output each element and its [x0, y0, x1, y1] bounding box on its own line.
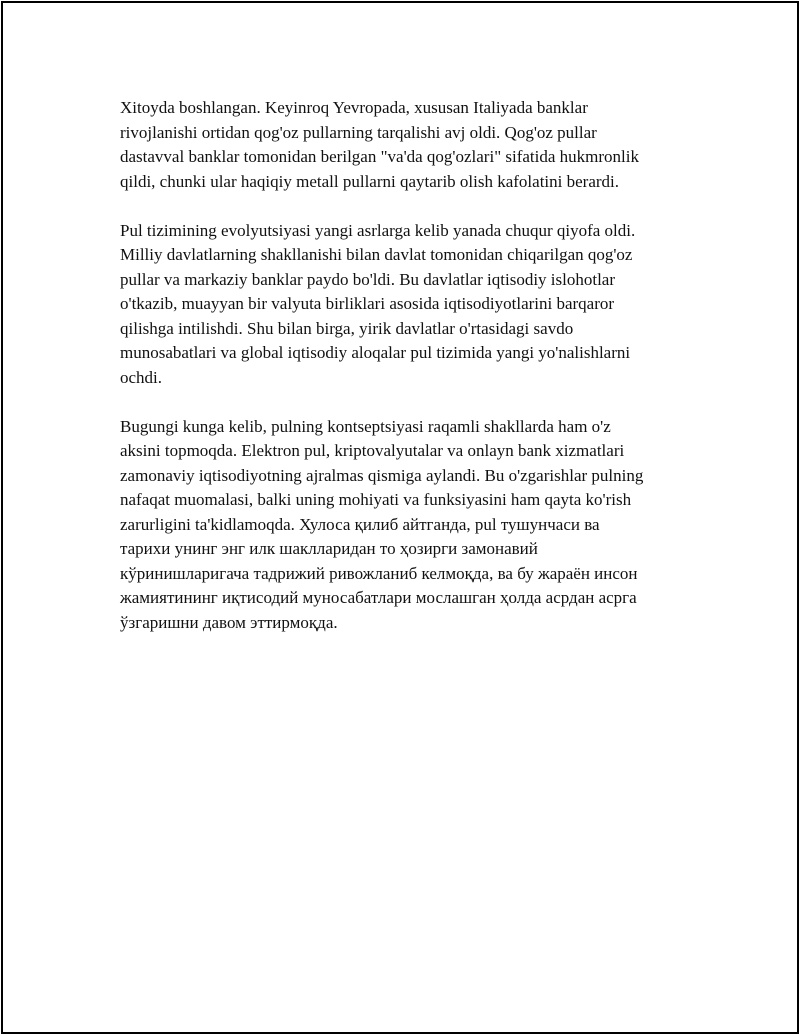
document-page	[1, 1, 799, 1034]
paragraph-2: Pul tizimining evolyutsiyasi yangi asrlarga kelib yanada chuqur qiyofa oldi. Milliy davlatlarning shakllanishi bilan davlat tomonidan chiqarilgan qog'oz pullar va markaziy banklar paydo bo'ldi. Bu davlatlar iqtisodiy islohotlar o'tkazib, muayyan bir valyuta birliklari asosida iqtisodiyotlarini barqaror qilishga intilishdi. Shu bilan birga, yirik davlatlar o'rtasidagi savdo munosabatlari va global iqtisodiy aloqalar pul tizimida yangi yo'nalishlarni ochdi.	[120, 220, 636, 387]
paragraph-3: Bugungi kunga kelib, pulning kontseptsiyasi raqamli shakllarda ham o'z aksini topmoqda. Elektron pul, kriptovalyutalar va onlayn bank xizmatlari zamonaviy iqtisodiyotning ajralmas qismiga aylandi. Bu o'zgarishlar pulning nafaqat muomalasi, balki uning mohiyati va funksiyasini ham qayta ko'rish zarurligini ta'kidlamoqda. Хулоса қилиб айтганда, pul тушунчаси ва тарихи унинг энг илк шаклларидан то ҳозирги замонавий кўринишларигача тадрижий ривожланиб келмоқда, ва бу жараён инсон жамиятининг иқтисодий муносабатлари мослашган ҳолда асрдан асрга ўзгаришни давом эттирмоқда.	[120, 416, 644, 632]
paragraph-1: Xitoyda boshlangan. Keyinroq Yevropada, xususan Italiyada banklar rivojlanishi ortidan qog'oz pullarning tarqalishi avj oldi. Qog'oz pullar dastavval banklar tomonidan berilgan "va'da qog'ozlari" sifatida hukmronlik qildi, chunki ular haqiqiy metall pullarni qaytarib olish kafolatini berardi.	[120, 98, 639, 191]
page-body-text	[120, 96, 695, 635]
